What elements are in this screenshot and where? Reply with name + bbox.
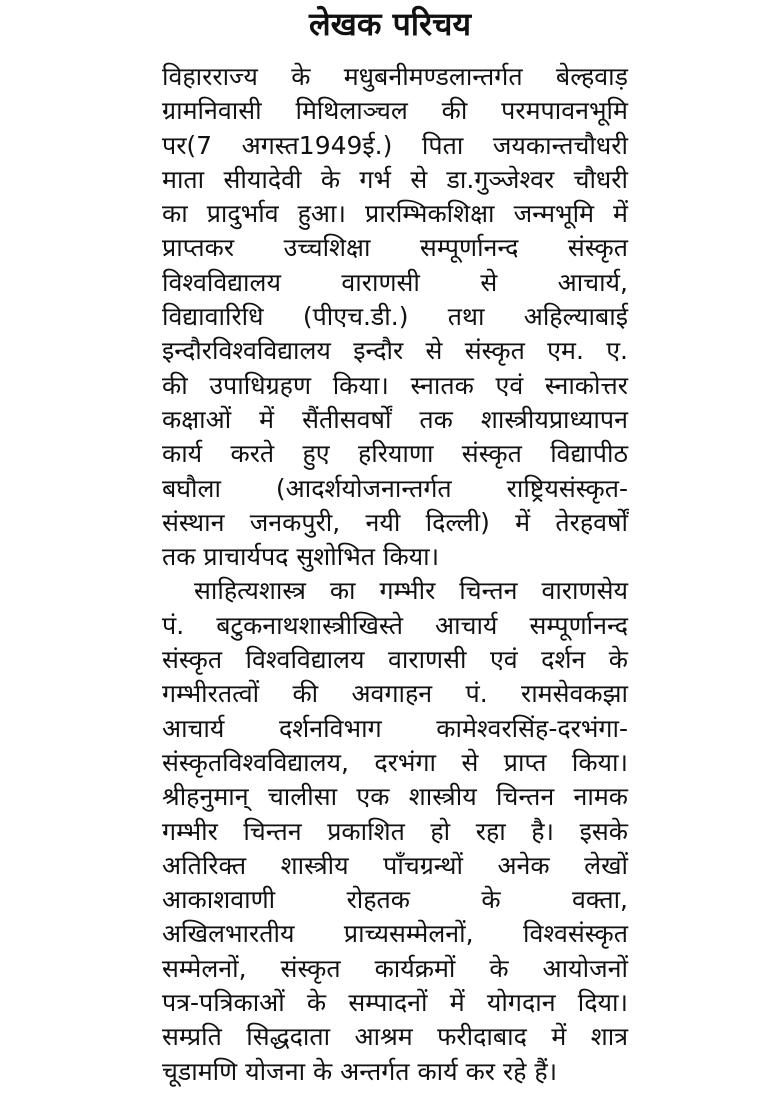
bio-line: चूडामणि योजना के अन्तर्गत कार्य कर रहे हैं।: [162, 1056, 558, 1086]
bio-line: इन्दौरविश्वविद्यालय इन्दौर से संस्कृत एम. ए.: [162, 336, 628, 366]
bio-line: विद्यावारिधि (पीएच.डी.) तथा अहिल्याबाई: [162, 302, 628, 332]
bio-line: सम्प्रति सिद्धदाता आश्रम फरीदाबाद में शात्र: [162, 1022, 628, 1052]
bio-line: माता सीयादेवी के गर्भ से डा.गुञ्जेश्वर चौधरी: [162, 164, 628, 194]
bio-line: सम्मेलनों, संस्कृत कार्यक्रमों के आयोजनों: [162, 953, 628, 983]
bio-line: श्रीहनुमान् चालीसा एक शास्त्रीय चिन्तन नामक: [162, 782, 628, 812]
bio-line: की उपाधिग्रहण किया। स्नातक एवं स्नाकोत्तर: [162, 370, 628, 400]
bio-line: विहारराज्य के मधुबनीमण्डलान्तर्गत बेल्हवाड़: [162, 62, 628, 91]
bio-line: संस्कृतविश्वविद्यालय, दरभंगा से प्राप्त किया।: [162, 747, 628, 777]
bio-line: आचार्य दर्शनविभाग कामेश्वरसिंह-दरभंगा-: [162, 713, 628, 743]
bio-line: बघौला (आदर्शयोजनान्तर्गत राष्ट्रियसंस्कृत-: [162, 473, 628, 503]
bio-line: कार्य करते हुए हरियाणा संस्कृत विद्यापीठ: [162, 439, 628, 469]
bio-line: अखिलभारतीय प्राच्यसम्मेलनों, विश्वसंस्कृत: [162, 919, 628, 949]
bio-line: ग्रामनिवासी मिथिलाञ्चल की परमपावनभूमि: [162, 96, 628, 126]
bio-line: पत्र-पत्रिकाओं के सम्पादनों में योगदान दिया।: [162, 988, 628, 1018]
bio-line: पर(7 अगस्त1949ई.) पिता जयकान्तचौधरी: [162, 130, 628, 160]
bio-line: अतिरिक्त शास्त्रीय पाँचग्रन्थों अनेक लेखों: [162, 850, 628, 880]
bio-line: गम्भीर चिन्तन प्रकाशित हो रहा है। इसके: [162, 816, 628, 846]
bio-line: संस्कृत विश्वविद्यालय वाराणसी एवं दर्शन के: [162, 645, 628, 675]
page-title: लेखक परिचय: [308, 5, 472, 43]
bio-line: साहित्यशास्त्र का गम्भीर चिन्तन वाराणसेय: [194, 576, 628, 606]
author-bio: [162, 60, 628, 1089]
bio-line: संस्थान जनकपुरी, नयी दिल्ली) में तेरहवर्षों: [162, 507, 628, 537]
bio-line: विश्वविद्यालय वाराणसी से आचार्य,: [162, 267, 628, 297]
bio-line: कक्षाओं में सैंतीसवर्षों तक शास्त्रीयप्राध्यापन: [162, 404, 628, 434]
bio-line: आकाशवाणी रोहतक के वक्ता,: [162, 885, 628, 915]
bio-line: गम्भीरतत्वों की अवगाहन पं. रामसेवकझा: [162, 679, 628, 709]
bio-line: का प्रादुर्भाव हुआ। प्रारम्भिकशिक्षा जन्मभूमि में: [162, 199, 628, 229]
bio-line: पं. बटुकनाथशास्त्रीखिस्ते आचार्य सम्पूर्णानन्द: [162, 610, 628, 640]
bio-line: तक प्राचार्यपद सुशोभित किया।: [162, 542, 440, 572]
bio-line: प्राप्तकर उच्चशिक्षा सम्पूर्णानन्द संस्कृत: [162, 233, 628, 263]
